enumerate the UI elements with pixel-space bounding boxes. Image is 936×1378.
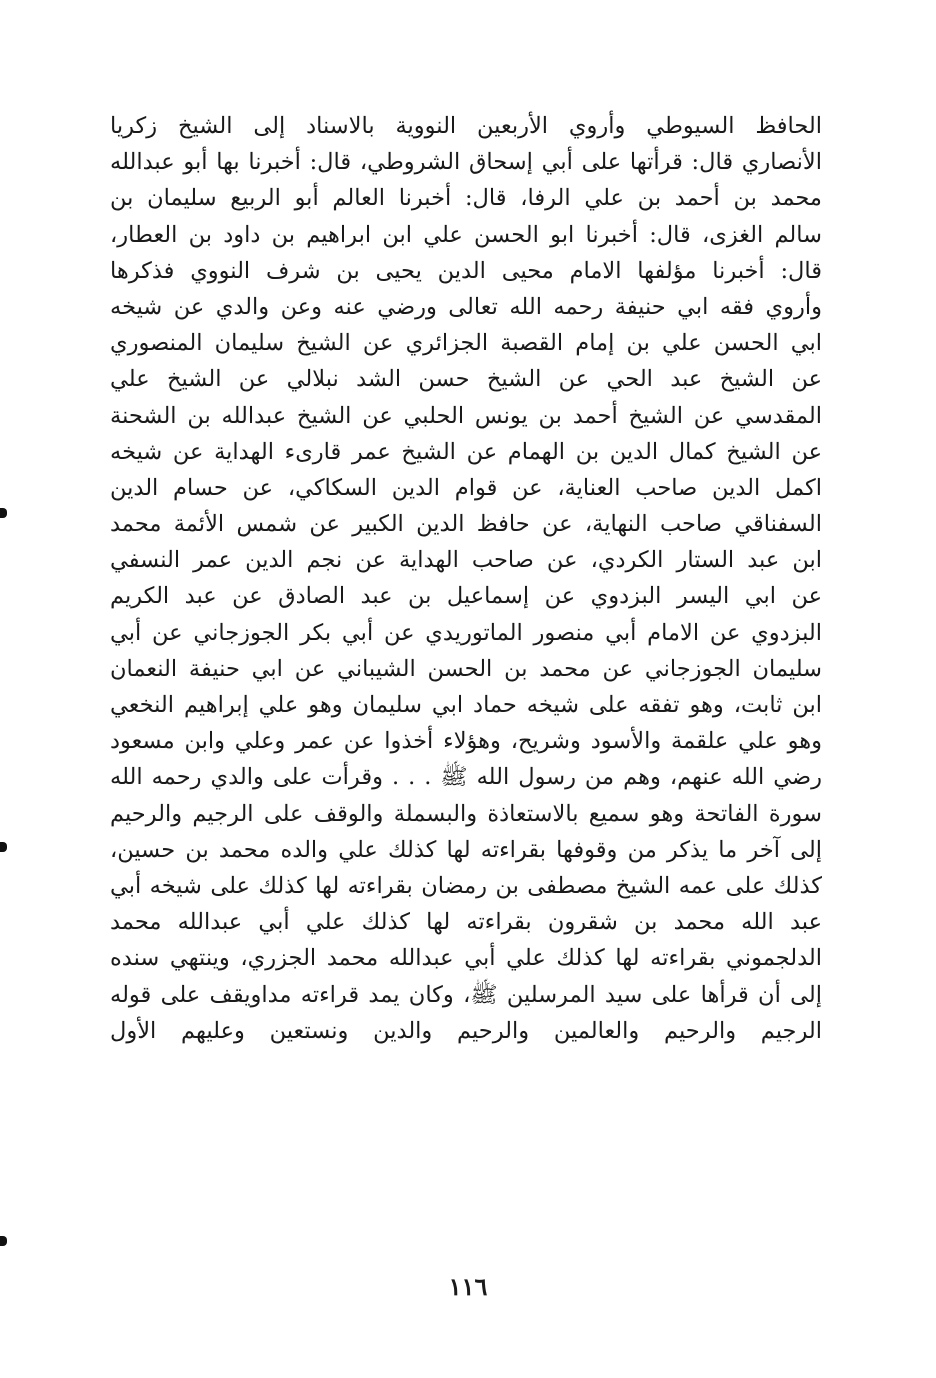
text-line: سالم الغزى، قال: أخبرنا ابو الحسن علي ابن ابراهيم بن داود بن العطار، [110,221,822,248]
text-line: عن ابي اليسر البزدوي عن إسماعيل بن عبد الصادق عن عبد الكريم [110,583,822,610]
text-line: عن الشيخ كمال الدين بن الهمام عن الشيخ عمر قارىء الهداية عن شيخه [110,438,822,465]
text-line: ابي الحسن علي بن إمام القصبة الجزائري عن الشيخ سليمان المنصوري [110,330,822,357]
text-line: عبد الله محمد بن شقرون بقراءته لها كذلك علي أبي عبدالله محمد [110,909,822,936]
text-line: إلى آخر ما يذكر من وقوفها بقراءته لها كذلك علي والده محمد بن حسين، [110,836,822,863]
page-number: ١١٦ [448,1272,488,1301]
text-line: كذلك على عمه الشيخ مصطفى بن رمضان بقراءته لها كذلك على شيخه أبي [110,872,822,899]
text-line: الحافظ السيوطي وأروي الأربعين النووية بالاسناد إلى الشيخ زكريا [110,113,822,139]
scan-margin-mark [0,508,7,518]
text-line: سليمان الجوزجاني عن محمد بن الحسن الشيباني عن ابي حنيفة النعمان [110,655,822,682]
text-line: المقدسي عن الشيخ أحمد بن يونس الحلبي عن الشيخ عبدالله بن الشحنة [110,402,822,429]
text-line: اكمل الدين صاحب العناية، عن قوام الدين السكاكي، عن حسام الدين [110,474,822,501]
text-line: عن الشيخ عبد الحي عن الشيخ حسن الشد نبلالي عن الشيخ علي [110,366,822,393]
text-line: البزدوي عن الامام أبي منصور الماتوريدي عن أبي بكر الجوزجاني عن أبي [110,619,822,646]
text-line: ابن عبد الستار الكردي، عن صاحب الهداية عن نجم الدين عمر النسفي [110,547,822,574]
page-body-text [110,108,822,1049]
text-line: قال: أخبرنا مؤلفها الامام محيى الدين يحيى بن شرف النووي فذكرها [110,257,822,284]
scan-margin-mark [0,1236,7,1246]
text-line: سورة الفاتحة وهو سميع بالاستعاذة والبسملة والوقف على الرجيم والرحيم [110,800,822,827]
text-line: محمد بن أحمد بن علي الرفا، قال: أخبرنا العالم أبو الربيع سليمان بن [110,185,822,212]
text-line: وأروي فقه ابي حنيفة رحمه الله تعالى ورضي عنه وعن والدي عن شيخه [110,293,822,320]
text-line: السفناقي صاحب النهاية، عن حافظ الدين الكبير عن شمس الأئمة محمد [110,511,822,538]
text-line: إلى أن قرأها على سيد المرسلين ﷺ، وكان يمد قراءته مداويقف على قوله [110,981,822,1008]
scan-margin-mark [0,842,7,852]
text-line: ابن ثابت، وهو تفقه على شيخه حماد ابي سليمان وهو علي إبراهيم النخعي [110,692,822,718]
text-line: الرجيم والرحيم والعالمين والرحيم والدين ونستعين وعليهم الأول [110,1017,822,1044]
text-line: الأنصاري قال: قرأتها على أبي إسحاق الشروطي، قال: أخبرنا بها أبو عبدالله [110,149,822,176]
text-line: وهو علي علقمة والأسود وشريح، وهؤلاء أخذوا عن عمر وعلي وابن مسعود [110,728,822,755]
text-line: رضي الله عنهم، وهم من رسول الله ﷺ . . . وقرأت على والدي رحمه الله [110,764,822,791]
text-line: الدلجموني بقراءته لها كذلك علي أبي عبدالله محمد الجزري، وينتهي سنده [110,945,822,972]
